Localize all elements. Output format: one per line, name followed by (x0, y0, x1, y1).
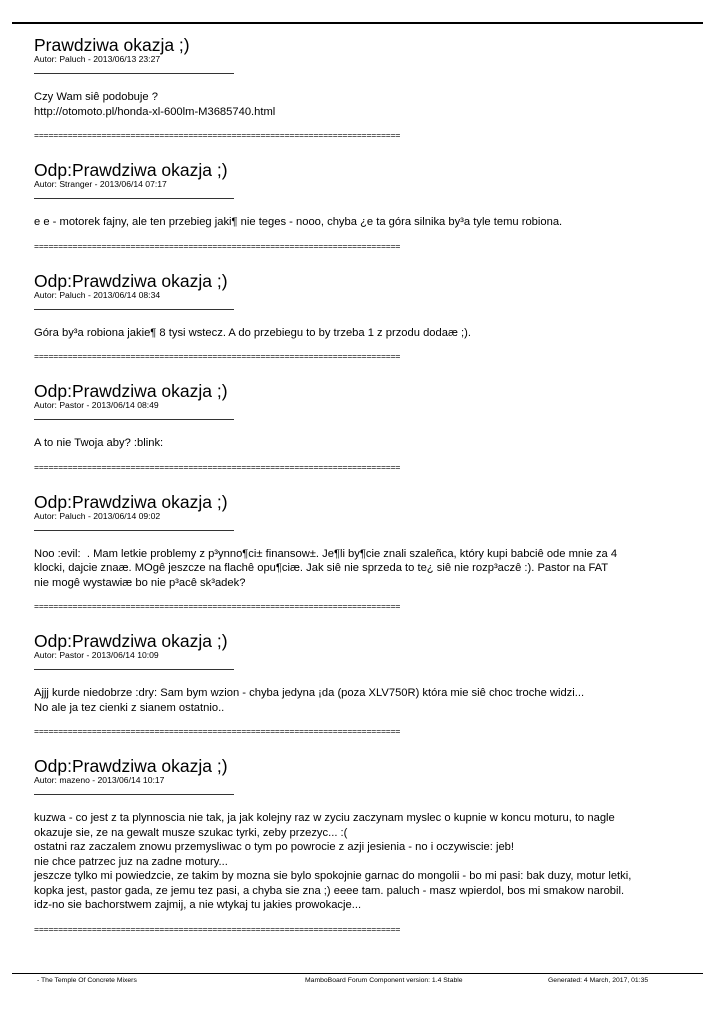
footer-generated-date: Generated: 4 March, 2017, 01:35 (548, 977, 649, 984)
post-author-date: Autor: Paluch - 2013/06/14 09:02 (34, 510, 161, 521)
post-separator: ============================================================================ (34, 602, 401, 611)
post-separator: ============================================================================ (34, 727, 401, 736)
post-title: Odp:Prawdziwa okazja ;) (34, 756, 228, 776)
post-separator: ============================================================================ (34, 462, 401, 472)
meta-divider (34, 419, 234, 420)
post (34, 272, 704, 362)
meta-divider (34, 73, 234, 74)
post-body: Góra by³a robiona jakie¶ 8 tysi wstecz. A do przebiegu to by trzeba 1 z przodu dodaæ ;). (34, 326, 471, 339)
meta-divider (34, 530, 234, 531)
post-title: Prawdziwa okazja ;) (34, 35, 190, 55)
post-title: Odp:Prawdziwa okazja ;) (34, 381, 228, 401)
post-separator: ============================================================================ (34, 131, 401, 140)
post-separator: ============================================================================ (34, 352, 401, 361)
page-top-rule (12, 22, 703, 24)
post (34, 493, 704, 612)
forum-thread (34, 36, 704, 934)
post-body: Noo :evil: . Mam letkie problemy z p³ynno¶ci± finansow±. Je¶li by¶cie znali szaleñca, który kupi babciê ode mnie za 4 klocki, dajcie znaæ. MOgê jeszcze na flachê opu¶ciæ. Jak siê nie sprzeda to te¿ siê nie rozp³aczê :). Pastor na FAT nie mogê wystawiæ bo nie p³acê sk³adek? (34, 547, 618, 589)
post-author-date: Autor: mazeno - 2013/06/14 10:17 (34, 775, 165, 785)
post-body: Czy Wam siê podobuje ? http://otomoto.pl/honda-xl-600lm-M3685740.html (34, 91, 276, 118)
post-separator: ============================================================================ (34, 241, 401, 251)
post-title: Odp:Prawdziwa okazja ;) (34, 491, 228, 512)
footer-component-version: MamboBoard Forum Component version: 1.4 Stable (305, 977, 463, 984)
post (34, 161, 704, 251)
post-title: Odp:Prawdziwa okazja ;) (34, 270, 228, 291)
meta-divider (34, 198, 234, 199)
post (34, 36, 704, 140)
post-author-date: Autor: Paluch - 2013/06/14 08:34 (34, 289, 161, 300)
post-body: Ajjj kurde niedobrze :dry: Sam bym wzion - chyba jedyna ¡da (poza XLV750R) która mie siê choc troche widzi... No ale ja tez cienki z sianem ostatnio.. (34, 687, 585, 714)
meta-divider (34, 309, 234, 310)
post-title: Odp:Prawdziwa okazja ;) (34, 160, 228, 180)
meta-divider (34, 794, 234, 795)
post (34, 632, 704, 736)
post (34, 757, 704, 934)
post-body: A to nie Twoja aby? :blink: (34, 437, 164, 449)
footer-site-name: - The Temple Of Concrete Mixers (37, 977, 137, 984)
footer-rule (12, 973, 703, 974)
post-separator: ============================================================================ (34, 924, 401, 934)
post-author-date: Autor: Stranger - 2013/06/14 07:17 (34, 179, 167, 189)
post-body: e e - motorek fajny, ale ten przebieg jaki¶ nie teges - nooo, chyba ¿e ta góra silnika by³a tyle temu robiona. (34, 216, 563, 228)
post (34, 382, 704, 472)
post-title: Odp:Prawdziwa okazja ;) (34, 631, 228, 651)
meta-divider (34, 669, 234, 670)
post-author-date: Autor: Paluch - 2013/06/13 23:27 (34, 54, 161, 64)
post-body: kuzwa - co jest z ta plynnoscia nie tak, ja jak kolejny raz w zyciu zaczynam myslec o kupnie w koncu moturu, to nagle okazuje sie, ze na gewalt musze szukac tyrki, zeby przezyc... :( ostatni raz zaczalem znowu przemysliwac o tym po powrocie z azji jesienia - no i oczywiscie: jeb! nie chce patrzec juz na zadne motury... jeszcze tylko mi powiedzcie, ze takim by mozna sie bylo spokojnie garnac do mongolii - bo mi pasi: bak duzy, motur letki, kopka jest, pastor gada, ze jemu tez pasi, a chyba sie zna ;) eeee tam. paluch - masz wpierdol, bos mi smakow narobil. idz-no sie bachorstwem zajmij, a nie wtykaj tu jakies prowokacje... (34, 812, 632, 911)
post-author-date: Autor: Pastor - 2013/06/14 08:49 (34, 400, 159, 410)
post-author-date: Autor: Pastor - 2013/06/14 10:09 (34, 650, 159, 660)
